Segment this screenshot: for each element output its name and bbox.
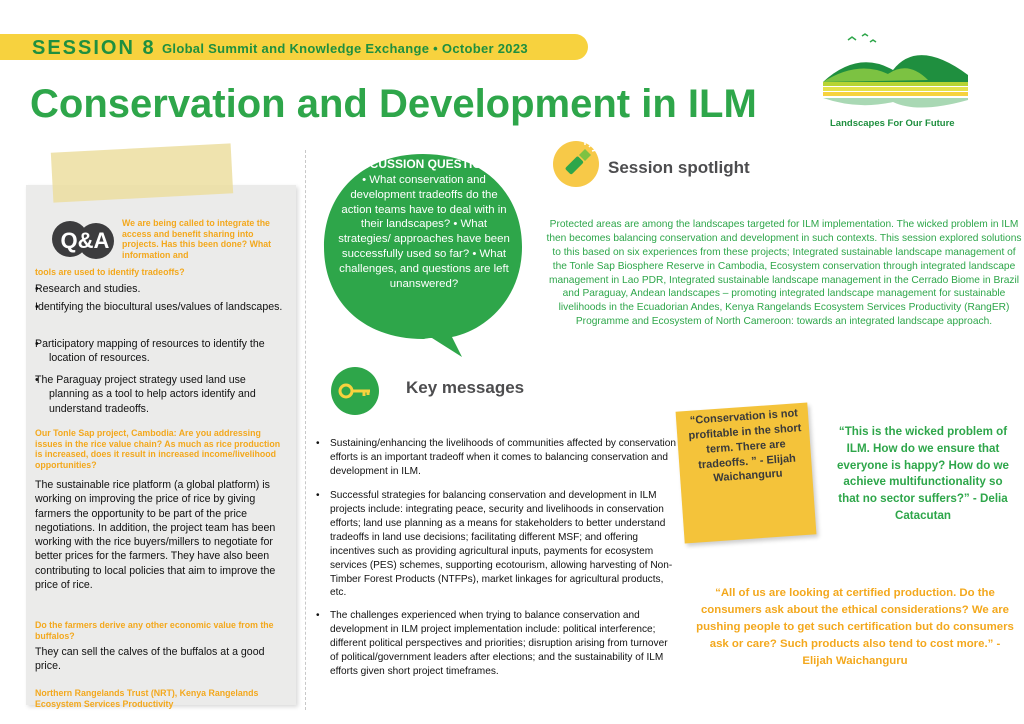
list-item bbox=[35, 282, 285, 296]
qa-intro-question: We are being called to integrate the access and benefit sharing into projects. Has this been done? What information and bbox=[122, 218, 272, 261]
discussion-title: DISCUSSION QUESTIONS bbox=[349, 157, 499, 171]
list-item-text: • Sustaining/enhancing the livelihoods of communities affected by conservation efforts is an important tradeoff when it comes to balancing conservation and development in ILM. bbox=[330, 438, 677, 477]
spotlight-body: Protected areas are among the landscapes targeted for ILM implementation. The wicked problem in ILM then becomes balancing conservation and development in such contexts. This session explored solutions to this based on six experiences from these projects; Integrated sustainable landscape management of the Tonle Sap Biosphere Reserve in Cambodia, Ecosystem conservation through integrated landscape management in Lao PDR, Integrated sustainable landscape management in the Cerrado Biome in Brazil and Paraguay, Andean landscapes – promoting integrated landscape management for sustainable livelihoods in the Ecuadorian Andes, Kenya Rangelands Ecosystem Services Productivity (RangER) Programme and Ecosystem of North Cameroon: towards an integrated landscape approach. bbox=[546, 219, 1022, 328]
list-item-text: • Identifying the biocultural uses/values of landscapes. bbox=[35, 301, 283, 313]
quote-catacutan: “This is the wicked problem of ILM. How do we ensure that everyone is happy? How do we achieve multifunctionality so that no sector suffers?” - Delia Catacutan bbox=[836, 425, 1009, 522]
list-item bbox=[35, 373, 285, 416]
buffalo-answer: They can sell the calves of the buffalos at a good price. bbox=[35, 646, 265, 673]
session-subtitle: Global Summit and Knowledge Exchange • October 2023 bbox=[162, 41, 528, 56]
sticky-quote: “Conservation is not profitable in the short term. There are tradeoffs. ” - Elijah Waichanguru bbox=[688, 407, 802, 485]
session-number: SESSION 8 bbox=[32, 37, 156, 59]
page-title: Conservation and Development in ILM bbox=[30, 82, 757, 126]
list-item-text: • The challenges experienced when trying to balance conservation and development in ILM project implementation include: political interference; different political perspectives and priorities; disruption arising from turnover of political/government leaders after elections; and the sustainability of ILM efforts given short project timeframes. bbox=[330, 610, 668, 677]
spotlight-title: Session spotlight bbox=[608, 158, 750, 177]
qa-intro-question-tail: tools are used to identify tradeoffs? bbox=[35, 267, 185, 277]
column-divider bbox=[305, 150, 306, 710]
tonle-sap-question: Our Tonle Sap project, Cambodia: Are you addressing issues in the rice value chain? As much as rice production is increased, does it result in increased income/livelihood opportunities? bbox=[35, 428, 281, 470]
list-item-text: • The Paraguay project strategy used land use planning as a tool to help actors identify and understand tradeoffs. bbox=[35, 374, 256, 415]
list-item bbox=[35, 300, 285, 314]
list-item-text: • Successful strategies for balancing conservation and development in ILM projects include: integrating peace, security and livelihoods in conservation efforts; land use planning as a means for stakeholders to better understand tradeoffs in land use decisions; facilitating different MSF; and offering incentives such as providing agricultural inputs, payments for ecosystem services (PES) schemes, supporting ecotourism, allowing harvesting of Non-Timber Forest Products (NTFPs), market linkages for agricultural products, etc. bbox=[330, 490, 673, 599]
list-item-text: • Research and studies. bbox=[35, 283, 141, 295]
list-item-text: • Participatory mapping of resources to identify the location of resources. bbox=[35, 338, 265, 365]
flashlight-icon bbox=[553, 141, 599, 187]
key-messages-title: Key messages bbox=[406, 378, 525, 397]
northern-rangelands-question: Northern Rangelands Trust (NRT), Kenya Rangelands Ecosystem Services Productivity bbox=[35, 688, 259, 709]
list-item bbox=[316, 609, 678, 679]
qa-icon-label: Q&A bbox=[60, 228, 110, 253]
list-item bbox=[316, 437, 678, 479]
list-item bbox=[316, 489, 678, 600]
qa-icon bbox=[50, 217, 120, 263]
tonle-sap-answer: The sustainable rice platform (a global platform) is working on improving the price of rice by giving farmers the opportunity to be part of the price negotiations. In addition, the project team has been working with the rice buyers/millers to negotiate for better prices for the farmers. They have also been contributing to local policies that aim to improve the price of rice. bbox=[35, 479, 276, 592]
tape-decoration bbox=[51, 143, 233, 202]
list-item bbox=[35, 337, 285, 366]
quote-waichanguru: “All of us are looking at certified production. Do the consumers ask about the ethical considerations? We are pushing people to get such certification but do consumers ask or care? Such products also tend to cost more.” - Elijah Waichanguru bbox=[696, 587, 1014, 667]
key-icon bbox=[330, 366, 380, 416]
buffalo-question: Do the farmers derive any other economic value from the buffalos? bbox=[35, 620, 274, 641]
logo-text: Landscapes For Our Future bbox=[830, 118, 955, 129]
discussion-questions: • What conservation and development tradeoffs do the action teams have to deal with in their landscapes? • What strategies/ approaches have been successfully used so far? • What challenges, and questions are left unanswered? bbox=[338, 174, 510, 290]
